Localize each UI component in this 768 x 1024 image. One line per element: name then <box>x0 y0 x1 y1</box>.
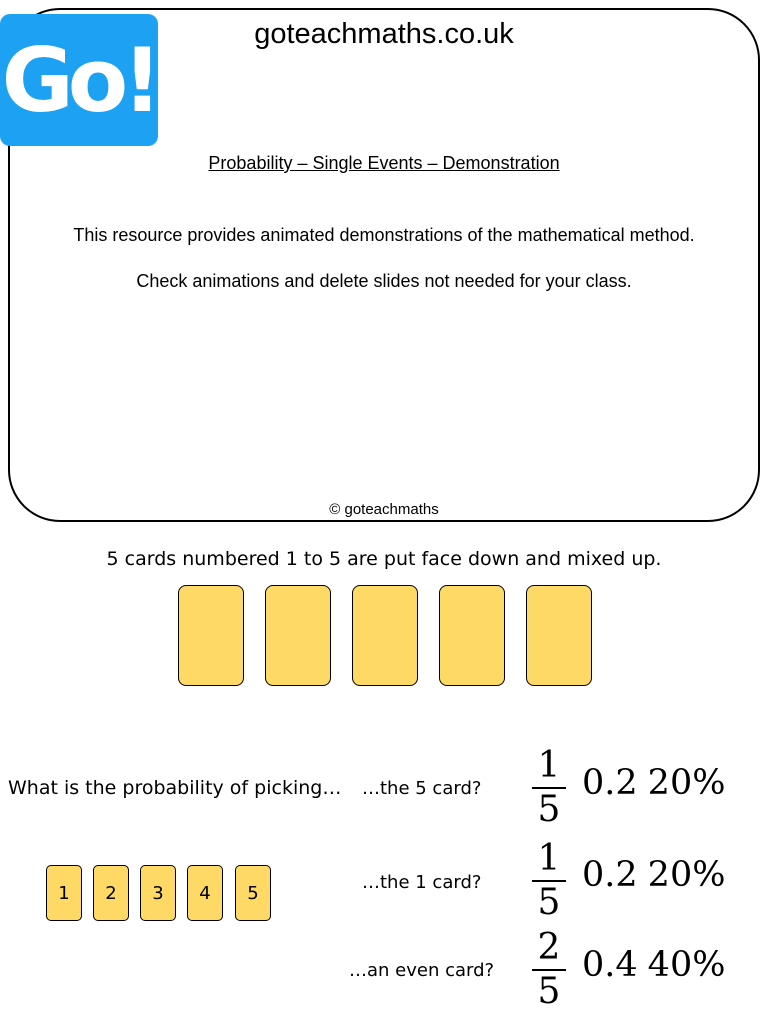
event-label: …the 1 card? <box>362 872 482 893</box>
event-label: …the 5 card? <box>362 778 482 799</box>
fraction-denominator: 5 <box>537 882 561 923</box>
numbered-card: 3 <box>140 865 176 921</box>
face-down-card <box>352 585 418 686</box>
event-label: …an even card? <box>349 960 495 981</box>
decimal-value: 0.2 <box>582 763 638 803</box>
description-line-1: This resource provides animated demonstrations of the mathematical method. <box>73 225 695 245</box>
probability-fraction <box>530 927 568 1012</box>
face-down-card <box>265 585 331 686</box>
percent-value: 20% <box>647 763 726 803</box>
copyright-text: © goteachmaths <box>329 501 439 518</box>
logo-text: Go! <box>1 28 157 132</box>
decimal-value: 0.4 <box>582 945 638 985</box>
numbered-card: 2 <box>93 865 129 921</box>
probability-question: What is the probability of picking… <box>8 777 342 799</box>
face-down-card <box>439 585 505 686</box>
problem-statement: 5 cards numbered 1 to 5 are put face down and mixed up. <box>106 548 662 570</box>
probability-fraction <box>530 745 568 830</box>
fraction-numerator: 2 <box>537 927 561 968</box>
decimal-value: 0.2 <box>582 855 638 895</box>
probability-fraction <box>530 838 568 923</box>
probability-values <box>582 763 725 803</box>
face-down-card <box>526 585 592 686</box>
fraction-denominator: 5 <box>537 789 561 830</box>
site-name: goteachmaths.co.uk <box>254 18 514 50</box>
fraction-denominator: 5 <box>537 971 561 1012</box>
numbered-cards <box>46 865 272 923</box>
percent-value: 20% <box>647 855 726 895</box>
face-down-cards <box>178 585 592 688</box>
numbered-card: 1 <box>46 865 82 921</box>
probability-values <box>582 855 725 895</box>
numbered-card: 5 <box>235 865 271 921</box>
page-title: Probability – Single Events – Demonstration <box>208 153 560 173</box>
probability-values <box>582 945 725 985</box>
description-line-2: Check animations and delete slides not needed for your class. <box>136 271 632 291</box>
fraction-numerator: 1 <box>537 838 561 879</box>
face-down-card <box>178 585 244 686</box>
fraction-numerator: 1 <box>537 745 561 786</box>
percent-value: 40% <box>647 945 726 985</box>
numbered-card: 4 <box>187 865 223 921</box>
